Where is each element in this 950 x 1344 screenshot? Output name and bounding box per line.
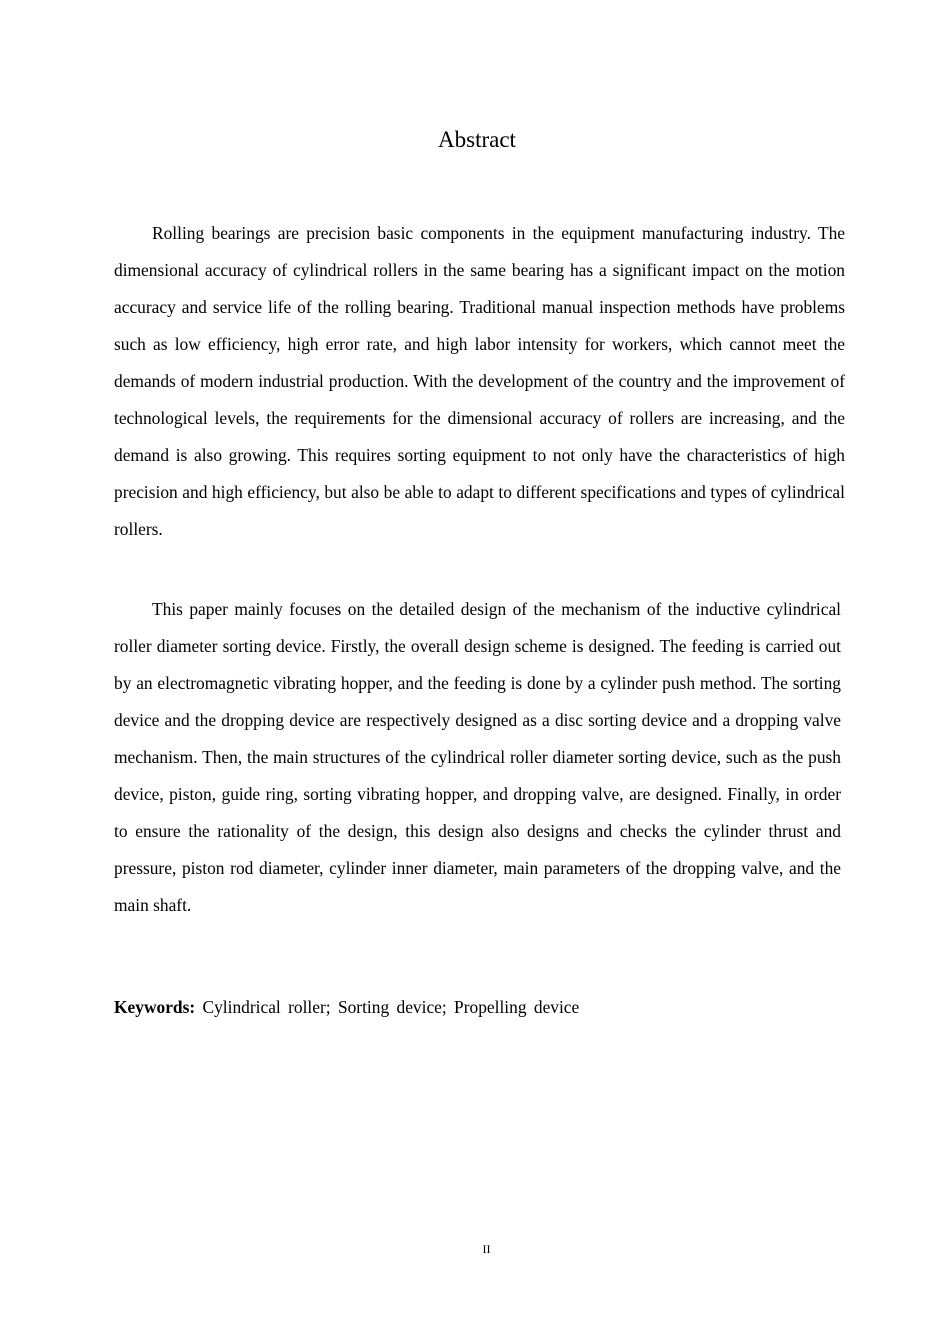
keywords-label: Keywords:: [114, 997, 196, 1017]
page-number: II: [482, 1242, 491, 1256]
page-title: Abstract: [438, 127, 516, 152]
keywords-line: [114, 993, 579, 1021]
keywords-text: Cylindrical roller; Sorting device; Propelling device: [202, 997, 580, 1017]
abstract-paragraph-1: Rolling bearings are precision basic components in the equipment manufacturing industry. The dimensional accuracy of cylindrical rollers in the same bearing has a significant impact on the motion accuracy and service life of the rolling bearing. Traditional manual inspection methods have problems such as low efficiency, high error rate, and high labor intensity for workers, which cannot meet the demands of modern industrial production. With the development of the country and the improvement of technological levels, the requirements for the dimensional accuracy of rollers are increasing, and the demand is also growing. This requires sorting equipment to not only have the characteristics of high precision and high efficiency, but also be able to adapt to different specifications and types of cylindrical rollers.: [114, 223, 845, 539]
abstract-paragraph-2: This paper mainly focuses on the detailed design of the mechanism of the inductive cylindrical roller diameter sorting device. Firstly, the overall design scheme is designed. The feeding is carried out by an electromagnetic vibrating hopper, and the feeding is done by a cylinder push method. The sorting device and the dropping device are respectively designed as a disc sorting device and a dropping valve mechanism. Then, the main structures of the cylindrical roller diameter sorting device, such as the push device, piston, guide ring, sorting vibrating hopper, and dropping valve, are designed. Finally, in order to ensure the rationality of the design, this design also designs and checks the cylinder thrust and pressure, piston rod diameter, cylinder inner diameter, main parameters of the dropping valve, and the main shaft.: [114, 599, 841, 915]
